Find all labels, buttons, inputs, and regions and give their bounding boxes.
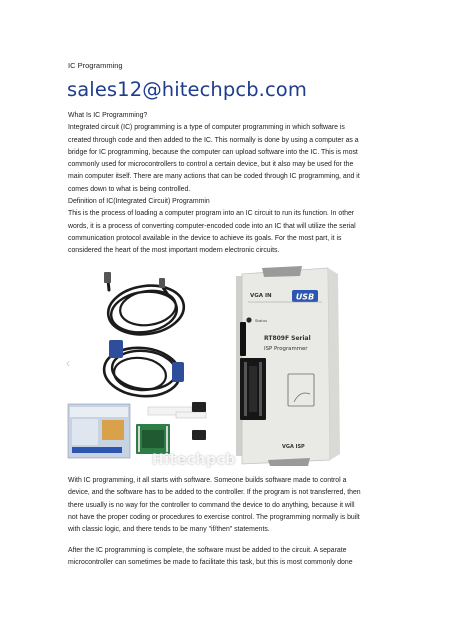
text-line: words, it is a process of converting computer-encoded code into an IC that will utilize the serial (68, 222, 356, 230)
text-line: comes down to what is being controlled. (68, 185, 191, 193)
text-line: After the IC programming is complete, the software must be added to the circuit. A separate (68, 547, 347, 554)
usb-cable-image (105, 280, 187, 339)
previous-arrow-icon[interactable]: ‹ (66, 356, 70, 370)
text-line: Definition of IC(Integrated Circuit) Programmin (68, 198, 210, 206)
text-line: This is the process of loading a computer program into an IC circuit to run its function. In other (68, 210, 355, 218)
text-line: What Is IC Programming? (68, 112, 148, 119)
text-line: Integrated circuit (IC) programming is a type of computer programming in which software is (68, 124, 345, 132)
product-photo (64, 262, 390, 466)
vga-in-label: VGA IN (250, 293, 272, 299)
intro-paragraph (68, 110, 392, 258)
pcb-adapter-image (136, 424, 170, 454)
chips-image (192, 402, 206, 440)
text-line: considered the heart of the most important modern electronic circuits. (68, 247, 280, 255)
text-line: commonly used for microcontrollers to control a certain device, but it also may be used for the (68, 161, 354, 169)
text-line: created through code and then added to the IC. This normally is done by using a computer as a (68, 136, 359, 144)
text-line: main computer itself. There are many actions that can be coded through IC programming, and it (68, 173, 360, 181)
text-line: with classic logic, and there tends to be many "if/then" statements. (68, 526, 270, 534)
vga-isp-label: VGA ISP (282, 444, 305, 450)
body-paragraph-2 (68, 475, 392, 536)
status-led-label: Status (255, 318, 268, 323)
text-line: there usually is no way for the controller to command the device to do anything, because it will (68, 501, 355, 509)
device-subtitle-label: ISP Programmer (264, 346, 308, 352)
package-box-image (68, 404, 130, 458)
body-paragraph-3 (68, 545, 392, 570)
text-line: With IC programming, it all starts with software. Someone builds software made to control a (68, 477, 347, 484)
email-heading[interactable]: sales12@hitechpcb.com (67, 78, 307, 101)
text-line: microcontroller can sometimes be made to facilitate this task, but this is most commonly done (68, 559, 353, 567)
text-line: device, and the software has to be added to the controller. If the program is not transferred, then (68, 489, 361, 497)
programmer-device-image (236, 266, 340, 466)
watermark-text: Hitechpcb (152, 452, 236, 468)
text-line: bridge for IC programming, because the computer can upload software into the IC. This is most (68, 148, 358, 156)
text-line: communication protocol available in the device to achieve its goals. For the most part, it is (68, 234, 342, 242)
section-label: IC Programming (68, 61, 123, 70)
device-model-label: RT809F Serial (264, 335, 311, 342)
text-line: not have the proper coding or procedures to exercise control. The programming normally is built (68, 513, 360, 521)
usb-logo: USB (295, 292, 315, 302)
